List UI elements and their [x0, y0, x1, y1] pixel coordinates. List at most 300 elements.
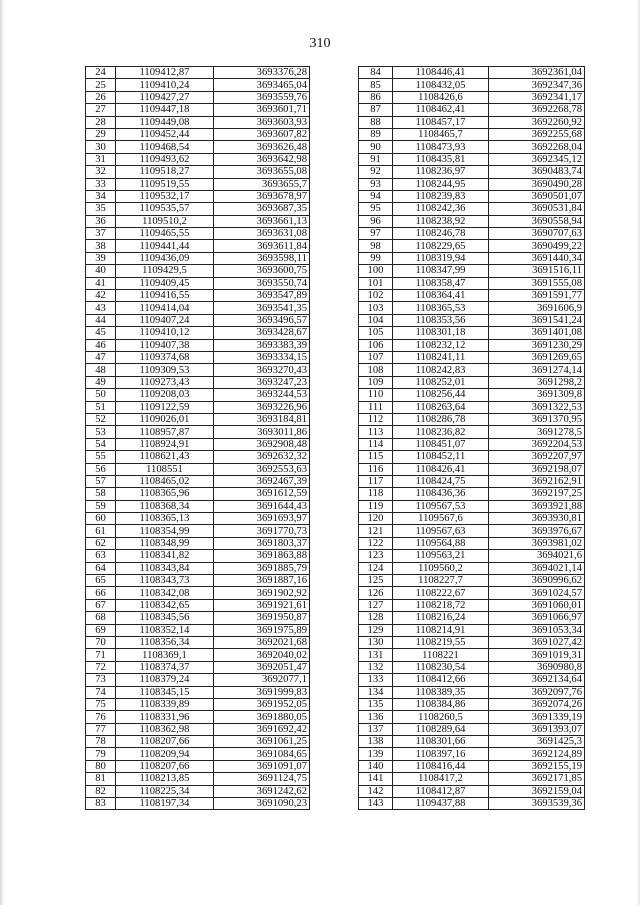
table-row: [359, 203, 585, 215]
x-coordinate-cell: 1108358,47: [393, 277, 489, 289]
x-coordinate-cell: 1108238,92: [393, 215, 489, 227]
y-coordinate-cell: 3693678,97: [214, 190, 310, 202]
y-coordinate-cell: 3691803,37: [214, 537, 310, 549]
point-number-cell: 30: [86, 141, 116, 153]
x-coordinate-cell: 1108345,15: [116, 686, 214, 698]
table-row: [86, 736, 310, 748]
point-number-cell: 63: [86, 550, 116, 562]
y-coordinate-cell: 3692341,17: [489, 91, 585, 103]
point-number-cell: 51: [86, 401, 116, 413]
point-number-cell: 95: [359, 203, 393, 215]
y-coordinate-cell: 3692632,32: [214, 451, 310, 463]
y-coordinate-cell: 3693247,23: [214, 376, 310, 388]
table-row: [359, 513, 585, 525]
point-number-cell: 107: [359, 351, 393, 363]
x-coordinate-cell: 1108353,56: [393, 314, 489, 326]
point-number-cell: 26: [86, 91, 116, 103]
x-coordinate-cell: 1109563,21: [393, 550, 489, 562]
table-row: [359, 463, 585, 475]
point-number-cell: 91: [359, 153, 393, 165]
x-coordinate-cell: 1108365,13: [116, 513, 214, 525]
y-coordinate-cell: 3691863,88: [214, 550, 310, 562]
y-coordinate-cell: 3691975,89: [214, 624, 310, 636]
y-coordinate-cell: 3691242,62: [214, 785, 310, 797]
y-coordinate-cell: 3691393,07: [489, 723, 585, 735]
point-number-cell: 75: [86, 698, 116, 710]
point-number-cell: 54: [86, 438, 116, 450]
table-row: [359, 327, 585, 339]
point-number-cell: 124: [359, 562, 393, 574]
x-coordinate-cell: 1108244,95: [393, 178, 489, 190]
x-coordinate-cell: 1109309,53: [116, 364, 214, 376]
point-number-cell: 84: [359, 67, 393, 79]
y-coordinate-cell: 3692347,36: [489, 79, 585, 91]
table-row: [359, 79, 585, 91]
x-coordinate-cell: 1108225,34: [116, 785, 214, 797]
x-coordinate-cell: 1109436,09: [116, 252, 214, 264]
x-coordinate-cell: 1108374,37: [116, 661, 214, 673]
point-number-cell: 117: [359, 475, 393, 487]
coordinates-table-left: [85, 66, 310, 810]
x-coordinate-cell: 1108957,87: [116, 426, 214, 438]
x-coordinate-cell: 1108446,41: [393, 67, 489, 79]
y-coordinate-cell: 3690490,28: [489, 178, 585, 190]
y-coordinate-cell: 3690996,62: [489, 575, 585, 587]
point-number-cell: 143: [359, 798, 393, 810]
table-row: [359, 550, 585, 562]
y-coordinate-cell: 3693465,04: [214, 79, 310, 91]
point-number-cell: 35: [86, 203, 116, 215]
y-coordinate-cell: 3691090,23: [214, 798, 310, 810]
x-coordinate-cell: 1108343,84: [116, 562, 214, 574]
y-coordinate-cell: 3691322,53: [489, 401, 585, 413]
y-coordinate-cell: 3691066,97: [489, 612, 585, 624]
table-row: [86, 550, 310, 562]
y-coordinate-cell: 3693655,08: [214, 166, 310, 178]
table-row: [359, 376, 585, 388]
x-coordinate-cell: 1109465,55: [116, 228, 214, 240]
y-coordinate-cell: 3691061,25: [214, 736, 310, 748]
table-row: [86, 562, 310, 574]
y-coordinate-cell: 3692467,39: [214, 475, 310, 487]
table-row: [359, 438, 585, 450]
x-coordinate-cell: 1108342,65: [116, 599, 214, 611]
x-coordinate-cell: 1109447,18: [116, 104, 214, 116]
table-row: [86, 760, 310, 772]
y-coordinate-cell: 3691124,75: [214, 773, 310, 785]
table-row: [359, 413, 585, 425]
point-number-cell: 79: [86, 748, 116, 760]
x-coordinate-cell: 1109410,12: [116, 327, 214, 339]
point-number-cell: 112: [359, 413, 393, 425]
point-number-cell: 127: [359, 599, 393, 611]
table-row: [359, 661, 585, 673]
table-row: [359, 389, 585, 401]
point-number-cell: 108: [359, 364, 393, 376]
point-number-cell: 34: [86, 190, 116, 202]
point-number-cell: 66: [86, 587, 116, 599]
point-number-cell: 89: [359, 128, 393, 140]
x-coordinate-cell: 1108236,82: [393, 426, 489, 438]
x-coordinate-cell: 1109519,55: [116, 178, 214, 190]
table-row: [359, 760, 585, 772]
table-row: [86, 327, 310, 339]
x-coordinate-cell: 1108256,44: [393, 389, 489, 401]
y-coordinate-cell: 3691309,8: [489, 389, 585, 401]
x-coordinate-cell: 1108219,55: [393, 636, 489, 648]
y-coordinate-cell: 3693687,35: [214, 203, 310, 215]
x-coordinate-cell: 1109429,5: [116, 265, 214, 277]
x-coordinate-cell: 1109567,6: [393, 513, 489, 525]
point-number-cell: 42: [86, 290, 116, 302]
x-coordinate-cell: 1108242,83: [393, 364, 489, 376]
table-row: [86, 203, 310, 215]
point-number-cell: 129: [359, 624, 393, 636]
table-row: [86, 636, 310, 648]
table-row: [86, 91, 310, 103]
x-coordinate-cell: 1109437,88: [393, 798, 489, 810]
x-coordinate-cell: 1109468,54: [116, 141, 214, 153]
table-row: [86, 587, 310, 599]
y-coordinate-cell: 3692345,12: [489, 153, 585, 165]
y-coordinate-cell: 3693539,36: [489, 798, 585, 810]
table-row: [359, 302, 585, 314]
x-coordinate-cell: 1108345,56: [116, 612, 214, 624]
x-coordinate-cell: 1108213,85: [116, 773, 214, 785]
point-number-cell: 81: [86, 773, 116, 785]
y-coordinate-cell: 3693603,93: [214, 116, 310, 128]
y-coordinate-cell: 3691606,9: [489, 302, 585, 314]
y-coordinate-cell: 3690707,63: [489, 228, 585, 240]
table-row: [86, 153, 310, 165]
point-number-cell: 37: [86, 228, 116, 240]
table-row: [86, 463, 310, 475]
point-number-cell: 119: [359, 500, 393, 512]
point-number-cell: 33: [86, 178, 116, 190]
point-number-cell: 100: [359, 265, 393, 277]
table-row: [359, 265, 585, 277]
table-row: [359, 290, 585, 302]
x-coordinate-cell: 1109441,44: [116, 240, 214, 252]
x-coordinate-cell: 1109208,03: [116, 389, 214, 401]
point-number-cell: 130: [359, 636, 393, 648]
x-coordinate-cell: 1108252,01: [393, 376, 489, 388]
table-row: [359, 686, 585, 698]
x-coordinate-cell: 1108352,14: [116, 624, 214, 636]
table-row: [86, 624, 310, 636]
x-coordinate-cell: 1108436,36: [393, 488, 489, 500]
y-coordinate-cell: 3692159,04: [489, 785, 585, 797]
y-coordinate-cell: 3691516,11: [489, 265, 585, 277]
table-row: [359, 190, 585, 202]
table-row: [359, 537, 585, 549]
point-number-cell: 52: [86, 413, 116, 425]
table-row: [86, 104, 310, 116]
y-coordinate-cell: 3691952,05: [214, 698, 310, 710]
point-number-cell: 114: [359, 438, 393, 450]
point-number-cell: 32: [86, 166, 116, 178]
point-number-cell: 38: [86, 240, 116, 252]
x-coordinate-cell: 1108432,05: [393, 79, 489, 91]
x-coordinate-cell: 1108365,96: [116, 488, 214, 500]
x-coordinate-cell: 1108924,91: [116, 438, 214, 450]
x-coordinate-cell: 1108384,86: [393, 698, 489, 710]
y-coordinate-cell: 3691084,65: [214, 748, 310, 760]
x-coordinate-cell: 1108354,99: [116, 525, 214, 537]
y-coordinate-cell: 3691091,07: [214, 760, 310, 772]
point-number-cell: 93: [359, 178, 393, 190]
table-row: [86, 401, 310, 413]
y-coordinate-cell: 3693930,81: [489, 513, 585, 525]
table-row: [86, 500, 310, 512]
point-number-cell: 102: [359, 290, 393, 302]
point-number-cell: 46: [86, 339, 116, 351]
x-coordinate-cell: 1109416,55: [116, 290, 214, 302]
y-coordinate-cell: 3692021,68: [214, 636, 310, 648]
point-number-cell: 56: [86, 463, 116, 475]
table-row: [86, 612, 310, 624]
table-row: [86, 649, 310, 661]
point-number-cell: 76: [86, 711, 116, 723]
y-coordinate-cell: 3691440,34: [489, 252, 585, 264]
x-coordinate-cell: 1108412,87: [393, 785, 489, 797]
point-number-cell: 74: [86, 686, 116, 698]
x-coordinate-cell: 1108379,24: [116, 674, 214, 686]
table-row: [359, 636, 585, 648]
table-row: [359, 67, 585, 79]
x-coordinate-cell: 1108369,1: [116, 649, 214, 661]
point-number-cell: 104: [359, 314, 393, 326]
table-row: [359, 723, 585, 735]
x-coordinate-cell: 1108232,12: [393, 339, 489, 351]
table-row: [359, 575, 585, 587]
x-coordinate-cell: 1108452,11: [393, 451, 489, 463]
table-row: [359, 116, 585, 128]
x-coordinate-cell: 1108341,82: [116, 550, 214, 562]
table-row: [86, 698, 310, 710]
point-number-cell: 115: [359, 451, 393, 463]
y-coordinate-cell: 3691027,42: [489, 636, 585, 648]
y-coordinate-cell: 3692204,53: [489, 438, 585, 450]
point-number-cell: 131: [359, 649, 393, 661]
point-number-cell: 24: [86, 67, 116, 79]
y-coordinate-cell: 3692051,47: [214, 661, 310, 673]
table-row: [359, 451, 585, 463]
point-number-cell: 123: [359, 550, 393, 562]
x-coordinate-cell: 1108416,44: [393, 760, 489, 772]
table-row: [86, 513, 310, 525]
table-row: [359, 228, 585, 240]
table-row: [359, 674, 585, 686]
x-coordinate-cell: 1108286,78: [393, 413, 489, 425]
table-row: [86, 711, 310, 723]
table-row: [359, 252, 585, 264]
x-coordinate-cell: 1109560,2: [393, 562, 489, 574]
table-row: [86, 723, 310, 735]
table-row: [359, 364, 585, 376]
x-coordinate-cell: 1108331,96: [116, 711, 214, 723]
x-coordinate-cell: 1109510,2: [116, 215, 214, 227]
point-number-cell: 45: [86, 327, 116, 339]
y-coordinate-cell: 3691692,42: [214, 723, 310, 735]
point-number-cell: 128: [359, 612, 393, 624]
table-row: [359, 401, 585, 413]
y-coordinate-cell: 3690531,84: [489, 203, 585, 215]
x-coordinate-cell: 1108426,6: [393, 91, 489, 103]
table-row: [86, 575, 310, 587]
table-row: [86, 451, 310, 463]
y-coordinate-cell: 3693496,57: [214, 314, 310, 326]
x-coordinate-cell: 1109410,24: [116, 79, 214, 91]
y-coordinate-cell: 3693655,7: [214, 178, 310, 190]
y-coordinate-cell: 3692074,26: [489, 698, 585, 710]
x-coordinate-cell: 1108417,2: [393, 773, 489, 785]
y-coordinate-cell: 3692124,89: [489, 748, 585, 760]
point-number-cell: 31: [86, 153, 116, 165]
point-number-cell: 116: [359, 463, 393, 475]
point-number-cell: 113: [359, 426, 393, 438]
point-number-cell: 132: [359, 661, 393, 673]
x-coordinate-cell: 1108207,66: [116, 736, 214, 748]
point-number-cell: 141: [359, 773, 393, 785]
point-number-cell: 87: [359, 104, 393, 116]
table-row: [359, 339, 585, 351]
y-coordinate-cell: 3691902,92: [214, 587, 310, 599]
point-number-cell: 125: [359, 575, 393, 587]
x-coordinate-cell: 1108207,66: [116, 760, 214, 772]
point-number-cell: 120: [359, 513, 393, 525]
point-number-cell: 105: [359, 327, 393, 339]
x-coordinate-cell: 1109414,04: [116, 302, 214, 314]
table-row: [359, 215, 585, 227]
point-number-cell: 121: [359, 525, 393, 537]
point-number-cell: 72: [86, 661, 116, 673]
x-coordinate-cell: 1108465,7: [393, 128, 489, 140]
point-number-cell: 142: [359, 785, 393, 797]
table-row: [86, 252, 310, 264]
x-coordinate-cell: 1109407,24: [116, 314, 214, 326]
table-row: [359, 475, 585, 487]
point-number-cell: 90: [359, 141, 393, 153]
y-coordinate-cell: 3692361,04: [489, 67, 585, 79]
table-row: [86, 389, 310, 401]
y-coordinate-cell: 3693981,02: [489, 537, 585, 549]
table-row: [86, 351, 310, 363]
x-coordinate-cell: 1108435,81: [393, 153, 489, 165]
y-coordinate-cell: 3691339,19: [489, 711, 585, 723]
y-coordinate-cell: 3693976,67: [489, 525, 585, 537]
table-row: [86, 302, 310, 314]
y-coordinate-cell: 3691612,59: [214, 488, 310, 500]
y-coordinate-cell: 3692268,04: [489, 141, 585, 153]
table-row: [86, 265, 310, 277]
table-row: [359, 698, 585, 710]
x-coordinate-cell: 1108551: [116, 463, 214, 475]
table-row: [86, 376, 310, 388]
table-row: [86, 116, 310, 128]
x-coordinate-cell: 1108465,02: [116, 475, 214, 487]
x-coordinate-cell: 1108462,41: [393, 104, 489, 116]
point-number-cell: 50: [86, 389, 116, 401]
point-number-cell: 58: [86, 488, 116, 500]
x-coordinate-cell: 1108473,93: [393, 141, 489, 153]
table-row: [86, 674, 310, 686]
point-number-cell: 49: [86, 376, 116, 388]
point-number-cell: 60: [86, 513, 116, 525]
table-row: [86, 228, 310, 240]
point-number-cell: 62: [86, 537, 116, 549]
table-row: [86, 537, 310, 549]
table-row: [86, 686, 310, 698]
y-coordinate-cell: 3692134,64: [489, 674, 585, 686]
point-number-cell: 111: [359, 401, 393, 413]
x-coordinate-cell: 1108246,78: [393, 228, 489, 240]
table-row: [359, 562, 585, 574]
point-number-cell: 86: [359, 91, 393, 103]
y-coordinate-cell: 3693011,86: [214, 426, 310, 438]
point-number-cell: 48: [86, 364, 116, 376]
table-row: [359, 748, 585, 760]
y-coordinate-cell: 3693428,67: [214, 327, 310, 339]
point-number-cell: 140: [359, 760, 393, 772]
x-coordinate-cell: 1108289,64: [393, 723, 489, 735]
x-coordinate-cell: 1108222,67: [393, 587, 489, 599]
point-number-cell: 39: [86, 252, 116, 264]
x-coordinate-cell: 1109409,45: [116, 277, 214, 289]
x-coordinate-cell: 1109518,27: [116, 166, 214, 178]
point-number-cell: 67: [86, 599, 116, 611]
x-coordinate-cell: 1109567,63: [393, 525, 489, 537]
table-row: [359, 785, 585, 797]
x-coordinate-cell: 1108236,97: [393, 166, 489, 178]
point-number-cell: 25: [86, 79, 116, 91]
x-coordinate-cell: 1108241,11: [393, 351, 489, 363]
y-coordinate-cell: 3691555,08: [489, 277, 585, 289]
y-coordinate-cell: 3692197,25: [489, 488, 585, 500]
table-row: [359, 141, 585, 153]
y-coordinate-cell: 3694021,14: [489, 562, 585, 574]
x-coordinate-cell: 1108457,17: [393, 116, 489, 128]
x-coordinate-cell: 1109026,01: [116, 413, 214, 425]
y-coordinate-cell: 3690483,74: [489, 166, 585, 178]
y-coordinate-cell: 3693550,74: [214, 277, 310, 289]
y-coordinate-cell: 3694021,6: [489, 550, 585, 562]
y-coordinate-cell: 3691591,77: [489, 290, 585, 302]
table-row: [86, 773, 310, 785]
y-coordinate-cell: 3693607,82: [214, 128, 310, 140]
y-coordinate-cell: 3691770,73: [214, 525, 310, 537]
x-coordinate-cell: 1108621,43: [116, 451, 214, 463]
table-row: [86, 67, 310, 79]
y-coordinate-cell: 3693541,35: [214, 302, 310, 314]
y-coordinate-cell: 3693244,53: [214, 389, 310, 401]
point-number-cell: 41: [86, 277, 116, 289]
table-row: [359, 711, 585, 723]
x-coordinate-cell: 1108389,35: [393, 686, 489, 698]
point-number-cell: 103: [359, 302, 393, 314]
y-coordinate-cell: 3691024,57: [489, 587, 585, 599]
x-coordinate-cell: 1108227,7: [393, 575, 489, 587]
point-number-cell: 69: [86, 624, 116, 636]
table-row: [359, 426, 585, 438]
y-coordinate-cell: 3690501,07: [489, 190, 585, 202]
y-coordinate-cell: 3693600,75: [214, 265, 310, 277]
point-number-cell: 97: [359, 228, 393, 240]
table-row: [86, 599, 310, 611]
x-coordinate-cell: 1108397,16: [393, 748, 489, 760]
table-left-body: [86, 67, 310, 810]
point-number-cell: 92: [359, 166, 393, 178]
